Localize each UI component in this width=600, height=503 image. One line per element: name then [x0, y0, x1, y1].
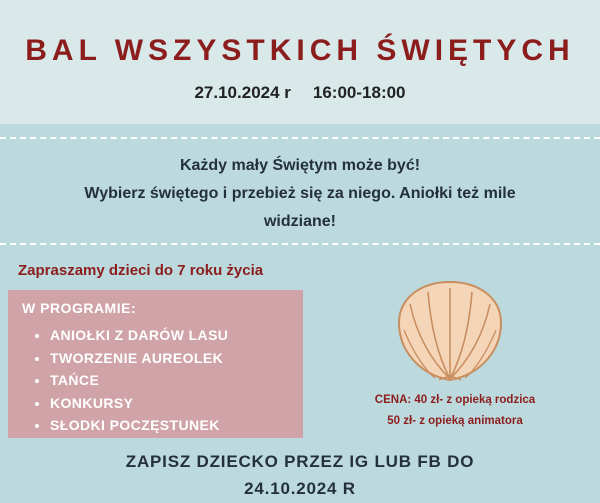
divider-bottom	[0, 243, 600, 245]
footer-line-1: ZAPISZ DZIECKO PRZEZ IG LUB FB DO	[125, 452, 475, 471]
footer-line-2: 24.10.2024 R	[244, 479, 356, 498]
list-item: • KONKURSY	[50, 392, 228, 415]
divider-top	[0, 137, 600, 139]
intro-line-1: Każdy mały Świętym może być!	[179, 157, 421, 174]
price-line-2: 50 zł- z opieką animatora	[387, 415, 523, 427]
list-item: • SŁODKI POCZĘSTUNEK	[50, 414, 228, 437]
price-line-1: CENA: 40 zł- z opieką rodzica	[374, 394, 536, 406]
page-title: BAL WSZYSTKICH ŚWIĘTYCH	[25, 34, 575, 67]
invite-text: Zapraszamy dzieci do 7 roku życia	[18, 262, 264, 279]
program-box	[8, 290, 303, 438]
intro-line-2: Wybierz świętego i przebież się za niego. Aniołki też mile	[84, 185, 516, 202]
event-time: 16:00-18:00	[312, 83, 406, 102]
program-title: W PROGRAMIE:	[22, 300, 137, 316]
footer-text	[0, 448, 600, 502]
list-item: • TWORZENIE AUREOLEK	[50, 347, 228, 370]
intro-line-3: widziane!	[263, 213, 336, 230]
seashell-icon	[395, 278, 505, 383]
price-info	[330, 390, 580, 432]
intro-text	[0, 152, 600, 236]
list-item: • ANIOŁKI Z DARÓW LASU	[50, 324, 228, 347]
event-datetime	[0, 83, 600, 103]
program-list	[28, 324, 228, 437]
event-date: 27.10.2024 r	[194, 83, 291, 102]
list-item: • TAŃCE	[50, 369, 228, 392]
